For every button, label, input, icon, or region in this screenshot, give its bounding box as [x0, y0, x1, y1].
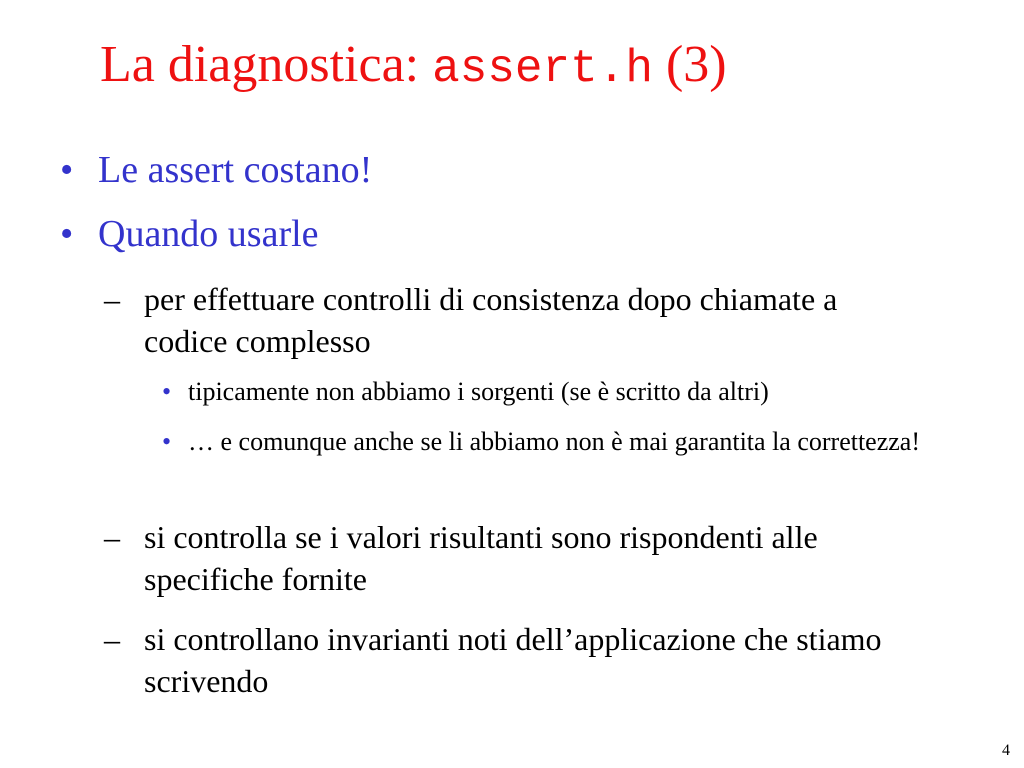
sub-item-text: per effettuare controlli di consistenza dopo chiamate a codice complesso: [144, 281, 838, 359]
page-number: 4: [1002, 742, 1010, 759]
sub-item: [104, 278, 844, 362]
sub-item: [104, 516, 954, 600]
sub-item-text: si controlla se i valori risultanti sono rispondenti alle specifiche fornite: [144, 519, 818, 597]
sub-item-text: si controllano invarianti noti dell’applicazione che stiamo scrivendo: [144, 621, 882, 699]
sub-sub-item: [162, 374, 962, 410]
dash-marker: –: [104, 621, 120, 657]
title-code: assert.h: [432, 43, 653, 95]
slide-title: [100, 30, 727, 104]
bullet-text: Quando usarle: [98, 213, 319, 255]
bullet-item: [60, 148, 372, 192]
sub-sub-item-text: tipicamente non abbiamo i sorgenti (se è scritto da altri): [188, 377, 769, 406]
sub-sub-item-text: … e comunque anche se li abbiamo non è mai garantita la correttezza!: [188, 427, 920, 456]
bullet-marker: •: [60, 149, 74, 191]
sub-bullet-marker: •: [162, 427, 172, 456]
title-prefix: La diagnostica:: [100, 36, 433, 93]
sub-bullet-marker: •: [162, 377, 172, 406]
sub-item: [104, 618, 984, 702]
dash-marker: –: [104, 519, 120, 555]
bullet-item: [60, 212, 319, 256]
dash-marker: –: [104, 281, 120, 317]
bullet-marker: •: [60, 213, 74, 255]
bullet-text: Le assert costano!: [98, 149, 373, 191]
title-suffix: (3): [652, 36, 727, 93]
sub-sub-item: [162, 424, 962, 460]
